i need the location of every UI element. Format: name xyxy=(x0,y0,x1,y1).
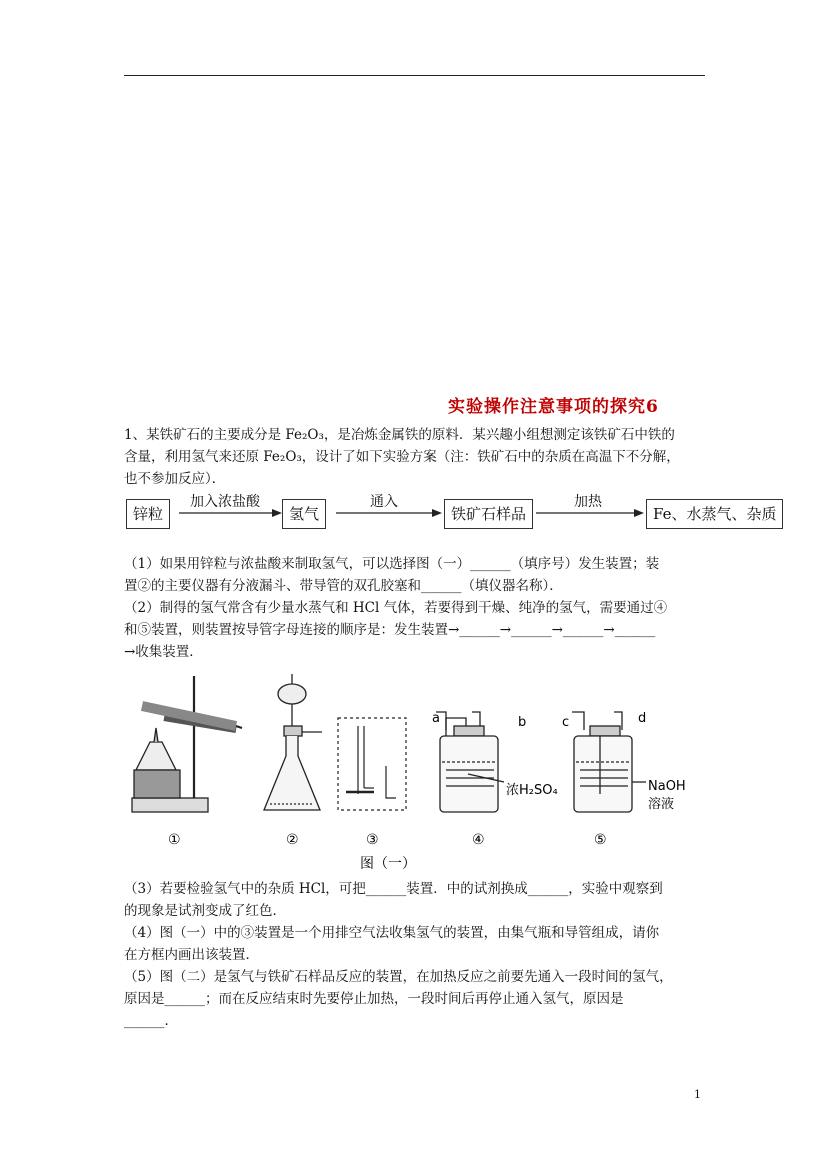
intro-line-1: 1、某铁矿石的主要成分是 Fe₂O₃，是冶炼金属铁的原料．某兴趣小组想测定该铁矿石中铁的 xyxy=(124,427,675,443)
header-rule xyxy=(124,75,705,76)
flow-label-heat: 加热 xyxy=(574,494,602,510)
flow-label-add-acid: 加入浓盐酸 xyxy=(190,494,260,510)
questions-1-2 xyxy=(124,553,708,663)
apparatus-2-flask xyxy=(264,674,322,810)
figure-one-apparatus xyxy=(124,670,724,875)
apparatus-number-2: ② xyxy=(286,832,299,848)
q5-line-b: 原因是______；而在反应结束时先要停止加热，一段时间后再停止通入氢气，原因是 xyxy=(124,991,624,1007)
apparatus-number-1: ① xyxy=(168,832,181,848)
reagent-4-label: 浓H₂SO₄ xyxy=(506,783,558,798)
q2-line-c: →收集装置． xyxy=(124,644,203,660)
tube-label-d: d xyxy=(638,711,647,726)
apparatus-3-collection-box xyxy=(338,718,406,810)
tube-label-a: a xyxy=(432,711,440,726)
q2-line-a: （2）制得的氢气常含有少量水蒸气和 HCl 气体，若要得到干燥、纯净的氢气，需要通过④ xyxy=(124,600,668,616)
tube-label-b: b xyxy=(518,715,527,730)
intro-line-3: 也不参加反应）． xyxy=(124,471,226,487)
q3-line-b: 的现象是试剂变成了红色． xyxy=(124,903,286,919)
q1-line-a: （1）如果用锌粒与浓盐酸来制取氢气，可以选择图（一）______（填序号）发生装置；装 xyxy=(124,556,660,572)
page-title: 实验操作注意事项的探究6 xyxy=(448,397,659,417)
question-intro xyxy=(124,424,708,490)
experiment-flowchart xyxy=(124,493,784,535)
reagent-5-label-line2: 溶液 xyxy=(648,797,675,812)
flow-box-hydrogen: 氢气 xyxy=(282,499,326,529)
questions-3-5 xyxy=(124,878,708,1032)
apparatus-number-4: ④ xyxy=(472,832,485,848)
apparatus-number-5: ⑤ xyxy=(594,832,607,848)
q1-line-b: 置②的主要仪器有分液漏斗、带导管的双孔胶塞和______（填仪器名称）． xyxy=(124,578,563,594)
q3-line-a: （3）若要检验氢气中的杂质 HCl，可把______装置．中的试剂换成______，实验中观察到 xyxy=(124,881,663,897)
flow-box-zinc: 锌粒 xyxy=(126,499,170,529)
q5-line-c: ______． xyxy=(124,1013,178,1029)
reagent-5-label-line1: NaOH xyxy=(648,779,686,794)
tube-label-c: c xyxy=(562,715,570,730)
apparatus-number-3: ③ xyxy=(366,832,379,848)
flow-box-products: Fe、水蒸气、杂质 xyxy=(646,499,783,529)
apparatus-5-wash-bottle xyxy=(572,712,646,812)
apparatus-1-heating xyxy=(132,676,242,812)
figure-caption: 图（一） xyxy=(360,856,416,872)
apparatus-drawing xyxy=(124,670,724,875)
q2-line-b: 和⑤装置，则装置按导管字母连接的顺序是：发生装置→______→______→______→______ xyxy=(124,622,656,638)
flow-box-ore-sample: 铁矿石样品 xyxy=(444,499,533,529)
intro-line-2: 含量，利用氢气来还原 Fe₂O₃，设计了如下实验方案（注：铁矿石中的杂质在高温下不分解， xyxy=(124,449,680,465)
q5-line-a: （5）图（二）是氢气与铁矿石样品反应的装置，在加热反应之前要先通入一段时间的氢气， xyxy=(124,969,673,985)
flow-label-pass-in: 通入 xyxy=(370,494,398,510)
apparatus-4-wash-bottle xyxy=(436,712,504,812)
page-number: 1 xyxy=(694,1088,701,1101)
q4-line-a: （4）图（一）中的③装置是一个用排空气法收集氢气的装置，由集气瓶和导管组成，请你 xyxy=(124,925,660,941)
q4-line-b: 在方框内画出该装置． xyxy=(124,947,259,963)
